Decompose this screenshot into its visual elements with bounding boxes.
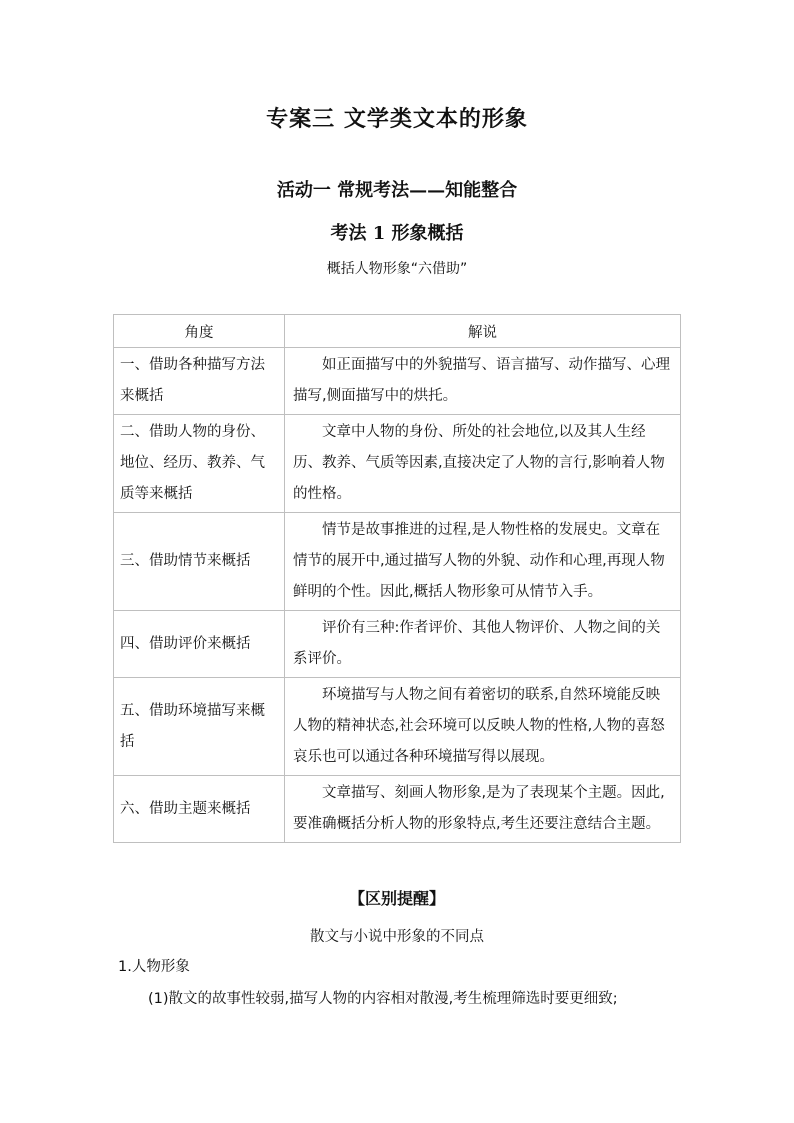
angle-cell: 四、借助评价来概括 (114, 611, 285, 678)
explanation-cell: 文章描写、刻画人物形象,是为了表现某个主题。因此,要准确概括分析人物的形象特点,考生还要注意结合主题。 (285, 776, 681, 843)
table-caption: 概括人物形象“六借助” (326, 261, 468, 277)
activity-heading: 活动一 常规考法——知能整合 (276, 180, 518, 201)
header-angle: 角度 (114, 315, 285, 348)
method-heading: 考法 1 形象概括 (330, 223, 464, 244)
paragraph: (1)散文的故事性较弱,描写人物的内容相对散漫,考生梳理筛选时要更细致; (148, 991, 618, 1007)
explanation-cell: 如正面描写中的外貌描写、语言描写、动作描写、心理描写,侧面描写中的烘托。 (285, 348, 681, 415)
reminder-subtitle: 散文与小说中形象的不同点 (310, 929, 484, 945)
header-explanation: 解说 (285, 315, 681, 348)
reminder-heading: 【区别提醒】 (348, 889, 445, 908)
summary-table (113, 314, 681, 843)
angle-cell: 三、借助情节来概括 (114, 513, 285, 611)
table-row (114, 678, 681, 776)
page-title: 专案三 文学类文本的形象 (266, 106, 528, 132)
table-row (114, 415, 681, 513)
table-header-row (114, 315, 681, 348)
explanation-cell: 文章中人物的身份、所处的社会地位,以及其人生经历、教养、气质等因素,直接决定了人物的言行,影响着人物的性格。 (285, 415, 681, 513)
angle-cell: 一、借助各种描写方法来概括 (114, 348, 285, 415)
angle-cell: 六、借助主题来概括 (114, 776, 285, 843)
angle-cell: 二、借助人物的身份、地位、经历、教养、气质等来概括 (114, 415, 285, 513)
table-row (114, 776, 681, 843)
section-heading: 1.人物形象 (118, 959, 190, 975)
explanation-cell: 情节是故事推进的过程,是人物性格的发展史。文章在情节的展开中,通过描写人物的外貌、动作和心理,再现人物鲜明的个性。因此,概括人物形象可从情节入手。 (285, 513, 681, 611)
explanation-cell: 环境描写与人物之间有着密切的联系,自然环境能反映人物的精神状态,社会环境可以反映人物的性格,人物的喜怒哀乐也可以通过各种环境描写得以展现。 (285, 678, 681, 776)
explanation-cell: 评价有三种:作者评价、其他人物评价、人物之间的关系评价。 (285, 611, 681, 678)
table-row (114, 513, 681, 611)
table-row (114, 348, 681, 415)
angle-cell: 五、借助环境描写来概括 (114, 678, 285, 776)
table-row (114, 611, 681, 678)
